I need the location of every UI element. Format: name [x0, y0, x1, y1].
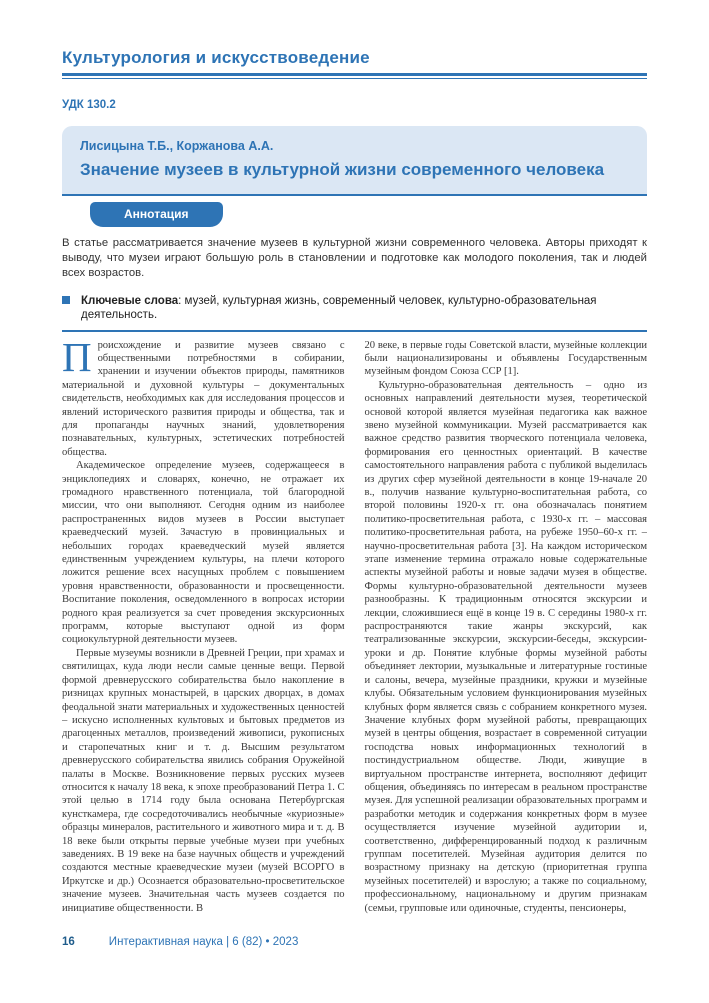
journal-name: Интерактивная наука | 6 (82) • 2023	[108, 936, 299, 948]
keywords-text	[81, 294, 647, 322]
article-authors: Лисицына Т.Б., Коржанова А.А.	[80, 139, 274, 153]
keywords-rule	[62, 330, 647, 332]
paragraph: Культурно-образовательная деятельность – одно из основных направлений деятельности музея, теоретической основой которой является музейная педагогика как важное звено музейной коммуникации. Музей рассматривается как важное средство развития творческого потенциала человека, формирования его ценностных ориентаций. В качестве самостоятельного направления работа с публикой выделилась из других сфер музейной деятельности в конце 19-начале 20 в., получив название культурно-воспитательная работа, со второй половины 1920-х гг. она обозначалась понятием политико-просветительная работа, с 1930-х гг. – массовая политико-просветительная работа, на рубеже 1950–60-х гг. – научно-просветительная работа [3]. На каждом историческом этапе изменение термина отражало новые содержательные аспекты музейной работы и новые задачи музея в обществе. Формы культурно-образовательной деятельности музеев разнообразны. К традиционным относятся экскурсии и лекции, сложившиеся ещё в конце 19 в. С середины 1980-х гг. распространяются такие жанры экскурсий, как театрализованные экскурсии, экскурсии-беседы, экскурсии-уроки и др. Понятие клубные формы музейной работы объединяет лектории, музыкальные и литературные гостиные и салоны, вечера, музейные праздники, кружки и музейные клубы. Обязательным условием функционирования музейных клубных форм является связь с собранием конкретного музея. Значение клубных форм музейной работы, превращающих музей в центры общения, возрастает в современной ситуации господства новых информационных технологий в постиндустриальном обществе. Люди, живущие в виртуальном пространстве интернета, восполняют дефицит общения, объединяясь по интересам в реальном пространстве музея. Для успешной реализации образовательных программ и разработки методик и содержания конкретных форм в музее осуществляется изучение музейной аудитории и, соответственно, дифференцированный подход к различным группам посетителей. Музейная аудитория делится по возрастному признаку на детскую (приоритетная группа музейных посетителей) и взрослую; а также по социальному, профессиональному, национальному и другим признакам (семьи, групповые или одиночные, студенты, пенсионеры,	[364, 379, 647, 914]
paragraph-text: роисхождение и развитие музеев связано с общественными потребностями в собирании, хранении и изучении объектов природы, памятников материальной и духовной культуры – документальных свидетельств, необходимых как для исследования процессов и явлений исторического развития природы и общества, так и для пропаганды научных знаний, удовлетворения познавательных, культурных, эстетических потребностей общества.	[62, 339, 345, 458]
keywords-row	[62, 294, 647, 322]
article-title-box	[62, 126, 647, 196]
abstract-text: В статье рассматривается значение музеев в культурной жизни современного человека. Авторы приходят к выводу, что музеи играют большую роль в становлении и подготовке как молодого поколения, так и людей всех возрастов.	[62, 236, 647, 279]
annotation-badge: Аннотация	[90, 202, 223, 227]
keywords-bullet-icon	[62, 296, 70, 304]
dropcap-letter: П	[62, 338, 92, 380]
udc-code: УДК 130.2	[62, 99, 116, 111]
paragraph: Первые музеумы возникли в Древней Греции, при храмах и святилищах, куда люди несли самые ценные вещи. Первой формой древнерусского собирательства было накопление в ризницах крупных монастырей, в царских дворцах, в домах феодальной знати материальных и художественных ценностей – искусно исполненных культовых и бытовых предметов из драгоценных металлов, произведений живописи, рукописных и старопечатных книг и т. д. Высшим результатом древнерусского собирательства явились собрания Оружейной палаты в Москве. Возникновение первых русских музеев относится к началу 18 века, к эпохе преобразований Петра 1. С этой целью в 1714 году была основана Петербургская кунсткамера, где сосредоточивались необычные «куриозные» образцы минералов, растительного и животного мира и т. д. В 18 веке были открыты первые учебные музеи при учебных заведениях. В 19 веке на базе научных обществ и учреждений создаются местные краеведческие музеи (музей ВСОРГО в Иркутске и др.) Осознается образовательно-просветительское значение музеев. Значительная часть музеев создается по инициативе общественности. В	[62, 647, 345, 914]
section-rule-thick	[62, 73, 647, 76]
page-footer	[62, 936, 298, 948]
keywords-list: музей, культурная жизнь, современный человек, культурно-образовательная деятельность.	[81, 294, 597, 321]
left-column	[62, 339, 345, 977]
paragraph-dropcap	[62, 339, 345, 460]
keywords-separator: :	[178, 294, 185, 307]
page-number: 16	[62, 936, 75, 948]
paragraph-continuation: 20 веке, в первые годы Советской власти, музейные коллекции были национализированы и объявлены Государственным музейным фондом Союза ССР [1].	[364, 339, 647, 378]
page-content	[62, 0, 647, 977]
article-title: Значение музеев в культурной жизни современного человека	[80, 160, 605, 179]
right-column	[365, 339, 648, 977]
keywords-label: Ключевые слова	[81, 294, 179, 307]
section-header: Культурология и искусствоведение	[62, 48, 370, 67]
body-columns	[62, 339, 647, 977]
section-rule-thin	[62, 78, 647, 79]
paragraph: Академическое определение музеев, содержащееся в энциклопедиях и словарях, конечно, не отражает их громадного нравственного потенциала, той благородной миссии, что они выполняют. Сегодня одним из наиболее распространенных видов музеев в России выступает краеведческий музей. Зачастую в провинциальных и небольших городах краеведческий музей является единственным учреждением культуры, на плечи которого ложится решение всех насущных проблем с повышением уровня нравственности, образованности и просвещенности. Воспитание поколения, осведомленного в вопросах истории родного края реализуется за счет проведения экскурсионных программ, которые выступают одной из форм социокультурной деятельности музеев.	[62, 460, 345, 646]
